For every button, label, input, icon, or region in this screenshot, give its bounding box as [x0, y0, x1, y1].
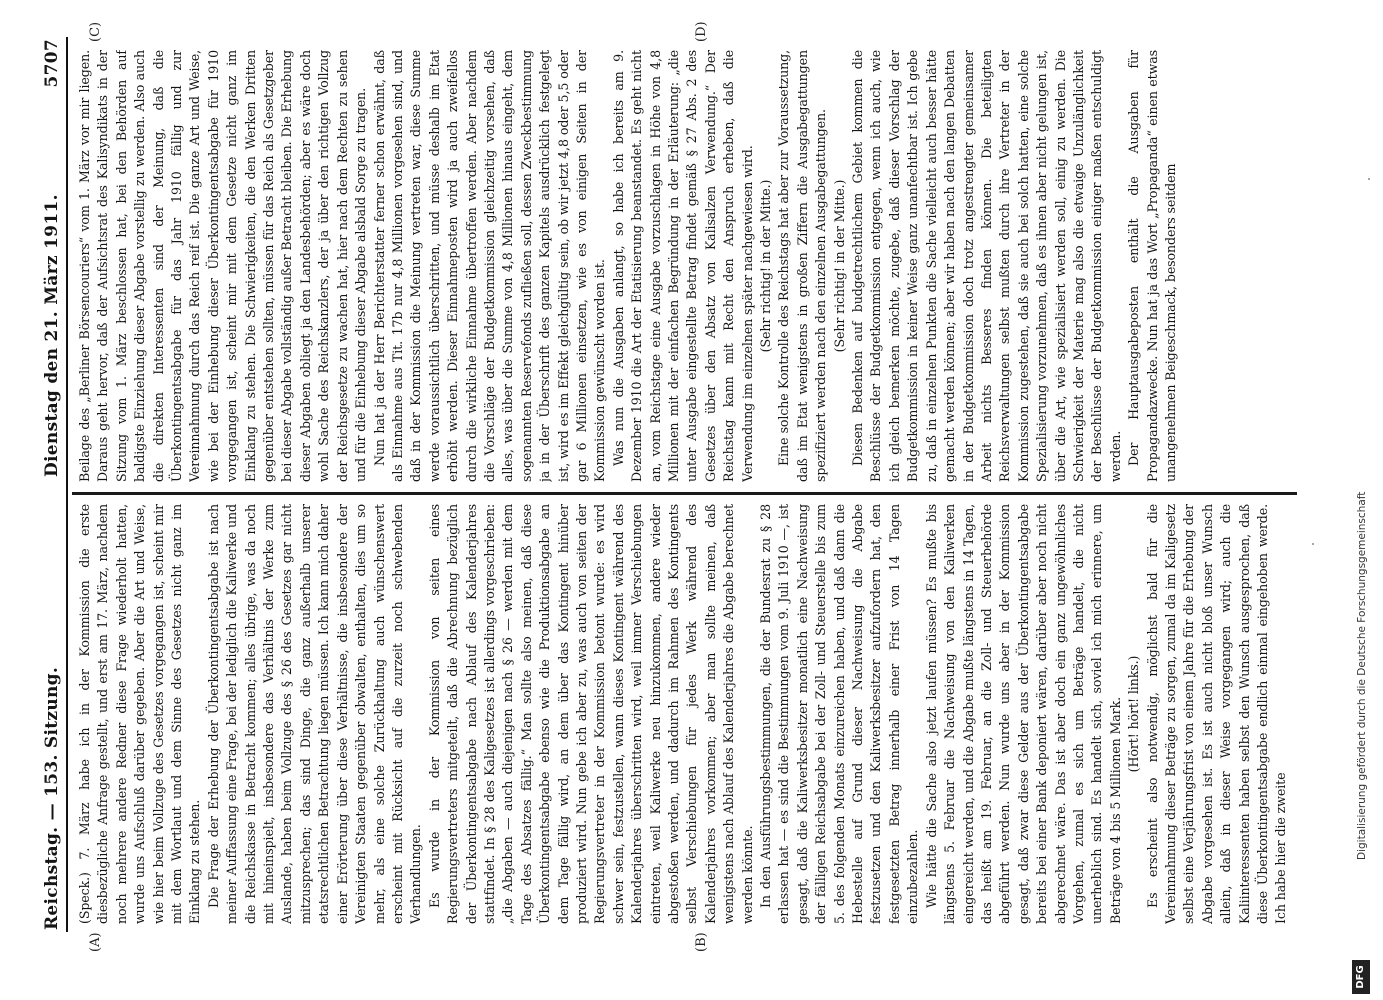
interjection: (Sehr richtig! in der Mitte.) — [758, 179, 774, 353]
header-date: Dienstag den 21. März 1911. — [42, 194, 62, 477]
paragraph: Es wurde in der Kommission von seiten eines Regierungsvertreters mitgeteilt, daß die Abrechnung bezüglich der Überkontingentsabgabe nach Ablauf des Kalenderjahres stattfindet. In § 28 des Kaligesetzes ist allerdings vorgeschrieben: „die Abgaben — auch diejenigen nach § 26 — werden mit dem Tage des Absatzes fällig.“ Man sollte also meinen, daß diese Überkontingentsabgabe ebenso wie die Produktionsabgabe an dem Tage fällig wird, an dem über das Kontingent hinüber produziert wird. Nun gebe ich aber zu, was auch von seiten der Regierungsvertreter in der Kommission betont wurde: es wird schwer sein, festzustellen, wann dieses Kontingent während des Kalenderjahres überschritten wird, weil immer Verschiebungen eintreten, weil Kaliwerke neu hinzukommen, andere wieder abgestoßen werden, und dadurch im Rahmen des Kontingents selbst Verschiebungen für jedes Werk während des Kalenderjahres vorkommen; aber man sollte meinen, daß wenigstens nach Ablauf des Kalenderjahres die Abgabe berechnet werden könnte. — [426, 504, 755, 924]
page-header — [38, 37, 68, 932]
paragraph: Es erscheint also notwendig, möglichst bald für die Vereinnahmung dieser Beträge zu sorgen, zumal da im Kaligesetz selbst eine Verjährungsfrist von einem Jahre für die Erhebung der Abgabe vorgesehen ist. Es ist auch nicht bloß unser Wunsch allein, daß in dieser Weise vorgegangen wird; auch die Kaliinteressenten haben selbst den Wunsch ausgesprochen, daß diese Überkontingentsabgabe endlich einmal eingehoben werde. Ich habe hier die zweite — [1144, 504, 1289, 924]
paragraph: Wie hätte die Sache also jetzt laufen müssen? Es mußte bis längstens 5. Februar die Nachweisung von den Kaliwerken eingereicht werden, und die Abgabe mußte längstens in 14 Tagen, das heißt am 19. Februar, an die Zoll- und Steuerbehörde abgeführt werden. Nun wurde uns aber in der Kommission gesagt, daß zwar diese Gelder aus der Überkontingentsabgabe bereits bei einer Bank deponiert wären, darüber aber noch nicht abgerechnet wäre. Das ist aber doch ein ganz ungewöhnliches Vorgehen, zumal es sich um Beträge handelt, die nicht unerheblich sind. Es handelt sich, soviel ich mich erinnere, um Beträge von 4 bis 5 Millionen Mark. — [923, 504, 1123, 924]
column-divider — [72, 492, 1297, 495]
paragraph: (Speck.) 7. März habe ich in der Kommission die erste diesbezügliche Anfrage gestellt, und erst am 17. März, nachdem noch mehrere andere Redner diese Frage wiederholt hatten, wurde uns Aufschluß darüber gegeben. Aber die Art und Weise, wie hier beim Vollzuge des Gesetzes vorgegangen ist, scheint mir mit dem Wortlaut und dem Sinne des Gesetzes nicht ganz im Einklang zu stehen. — [77, 504, 203, 924]
margin-marker-d: (D) — [694, 21, 709, 42]
page-number: 5707 — [42, 39, 62, 88]
interjection: (Hört! hört! links.) — [1126, 655, 1142, 773]
interjection: (Sehr richtig! in der Mitte.) — [831, 179, 847, 353]
header-left-title: Reichstag. — 153. Sitzung. — [42, 666, 62, 930]
scan-speck — [1312, 543, 1314, 545]
paragraph: Nun hat ja der Herr Berichterstatter ferner schon erwähnt, daß als Einnahme aus Tit. 17b nur 4,8 Millionen vorgesehen sind, und daß in der Kommission die Meinung vertreten war, diese Summe werde voraussichtlich überschritten, und müsse deshalb im Etat erhöht werden. Dieser Einnahmeposten wird ja auch zweifellos durch die wirkliche Einnahme übertroffen werden. Aber nachdem die Vorschläge der Budgetkommission gleichzeitig vorsehen, daß alles, was über die Summe von 4,8 Millionen hinaus eingeht, dem sogenannten Reservefonds zufließen soll, dessen Zweckbestimmung ja in der Überschrift des ganzen Kapitels ausdrücklich festgelegt ist, wird es im Effekt gleichgültig sein, ob wir jetzt 4,8 oder 5,5 oder gar 6 Millionen einsetzen, wie es von einigen Seiten in der Kommission gewünscht worden ist. — [371, 50, 608, 482]
paragraph: Der Hauptausgabeposten enthält die Ausgaben für Propagandazwecke. Nun hat ja das Wort „Propaganda“ einen etwas unangenehmen Beigeschmack, besonders seitdem — [1126, 50, 1178, 482]
paragraph: Beilage des „Berliner Börsencouriers“ vom 1. März vor mir liegen. Daraus geht hervor, daß der Aufsichtsrat des Kalisyndikats in der Sitzung vom 1. März beschlossen hat, bei den Behörden auf baldigste Einziehung dieser Abgabe vorstellig zu werden. Also auch die direkten Interessenten sind der Meinung, daß die Überkontingentsabgabe für das Jahr 1910 fällig und zur Vereinnahmung durch das Reich reif ist. Die ganze Art und Weise, wie bei der Einhebung dieser Überkontingentsabgabe für 1910 vorgegangen ist, scheint mir mit dem Gesetze nicht ganz im Einklang zu stehen. Die Schwierigkeiten, die den Werken Dritten gegenüber entstehen sollten, müssen für das Reich als Gesetzgeber bei dieser Abgabe vollständig außer Betracht bleiben. Die Erhebung dieser Abgaben obliegt ja den Landesbehörden; aber es wäre doch wohl Sache des Reichskanzlers, der ja über den richtigen Vollzug der Reichsgesetze zu wachen hat, hier nach dem Rechten zu sehen und für die Einhebung dieser Abgabe alsbald Sorge zu tragen. — [77, 50, 369, 482]
right-column — [76, 50, 1308, 482]
paragraph: Diesen Bedenken auf budgetrechtlichem Gebiet kommen die Beschlüsse der Budgetkommission entgegen, wenn ich auch, wie ich gleich bemerken möchte, zugebe, daß dieser Vorschlag der Budgetkommission in keiner Weise ganz unanfechtbar ist. Ich gebe zu, daß in einzelnen Punkten die Sache vielleicht auch besser hätte gemacht werden können; aber wir haben nach den langen Debatten in der Budgetkommission doch trotz angestrengter gemeinsamer Arbeit nichts Besseres finden können. Die beteiligten Reichsverwaltungen selbst mußten durch ihre Vertreter in der Kommission zugestehen, daß sie auch bei solch hatten, eine solche Spezialisierung vorzunehmen, daß es ihnen aber nicht gelungen ist, über die Art, wie spezialisiert werden soll, einig zu werden. Die Schwierigkeit der Materie mag also die etwaige Unzulänglichkeit der Beschlüsse der Budgetkommission einiger maßen entschuldigt werden. — [850, 50, 1123, 482]
margin-marker-a: (A) — [88, 932, 103, 952]
margin-marker-c: (C) — [88, 21, 103, 42]
digitization-credit: Digitalisierung gefördert durch die Deutsche Forschungsgemeinschaft — [1356, 491, 1368, 860]
paragraph: Was nun die Ausgaben anlangt, so habe ich bereits am 9. Dezember 1910 die Art der Etatisierung beanstandet. Es geht nicht an, vom Reichstage eine Ausgabe vorzuschlagen in Höhe von 4,8 Millionen mit der einfachen Begründung in der Erläuterung: „die unter Ausgabe eingestellte Betrag findet gemäß § 27 Abs. 2 des Gesetzes über den Absatz von Kalisalzen Verwendung.“ Der Reichstag kann mit Recht den Anspruch erheben, daß die Verwendung im einzelnen später nachgewiesen wird. — [610, 50, 755, 482]
dfg-logo: DFG — [1352, 960, 1370, 994]
paragraph: Eine solche Kontrolle des Reichstags hat aber zur Voraussetzung, daß im Etat wenigstens in großen Ziffern die Ausgabegattungen spezifiziert werden nach den einzelnen Ausgabegattungen. — [776, 50, 829, 482]
paragraph: In den Ausführungsbestimmungen, die der Bundesrat zu § 28 erlassen hat — es sind die Bestimmungen vom 9. Juli 1910 —, ist gesagt, daß die Kaliwerksbesitzer monatlich eine Nachweisung der fälligen Reichsabgabe bei der Zoll- und Steuerstelle bis zum 5. des folgenden Monats einzureichen haben, und daß dann die Hebestelle auf Grund dieser Nachweisung die Abgabe festzusetzen und den Kaliwerksbesitzer aufzufordern hat, den festgesetzten Betrag innerhalb einer Frist von 14 Tagen einzubezahlen. — [758, 504, 921, 924]
scan-speck — [1368, 178, 1370, 180]
margin-marker-b: (B) — [694, 932, 709, 952]
paragraph: Die Frage der Erhebung der Überkontingentsabgabe ist nach meiner Auffassung eine Frage, bei der lediglich die Kaliwerke und die Reichskasse in Betracht kommen; alles übrige, was da noch mit hineinspielt, insbesondere das Verhältnis der Werke zum Auslande, haben beim Vollzuge des § 26 des Gesetzes gar nicht mitzusprechen; das sind Dinge, die ganz außerhalb unserer etatsrechtlichen Betrachtung liegen müssen. Ich kann mich daher einer Erörterung über diese Verhältnisse, die insbesondere der Vereinigten Staaten gegenüber obwalten, enthalten, dies um so mehr, als eine solche Zurückhaltung auch wünschenswert erscheint mit Rücksicht auf die zurzeit noch schwebenden Verhandlungen. — [205, 504, 424, 924]
left-column — [76, 504, 1308, 924]
